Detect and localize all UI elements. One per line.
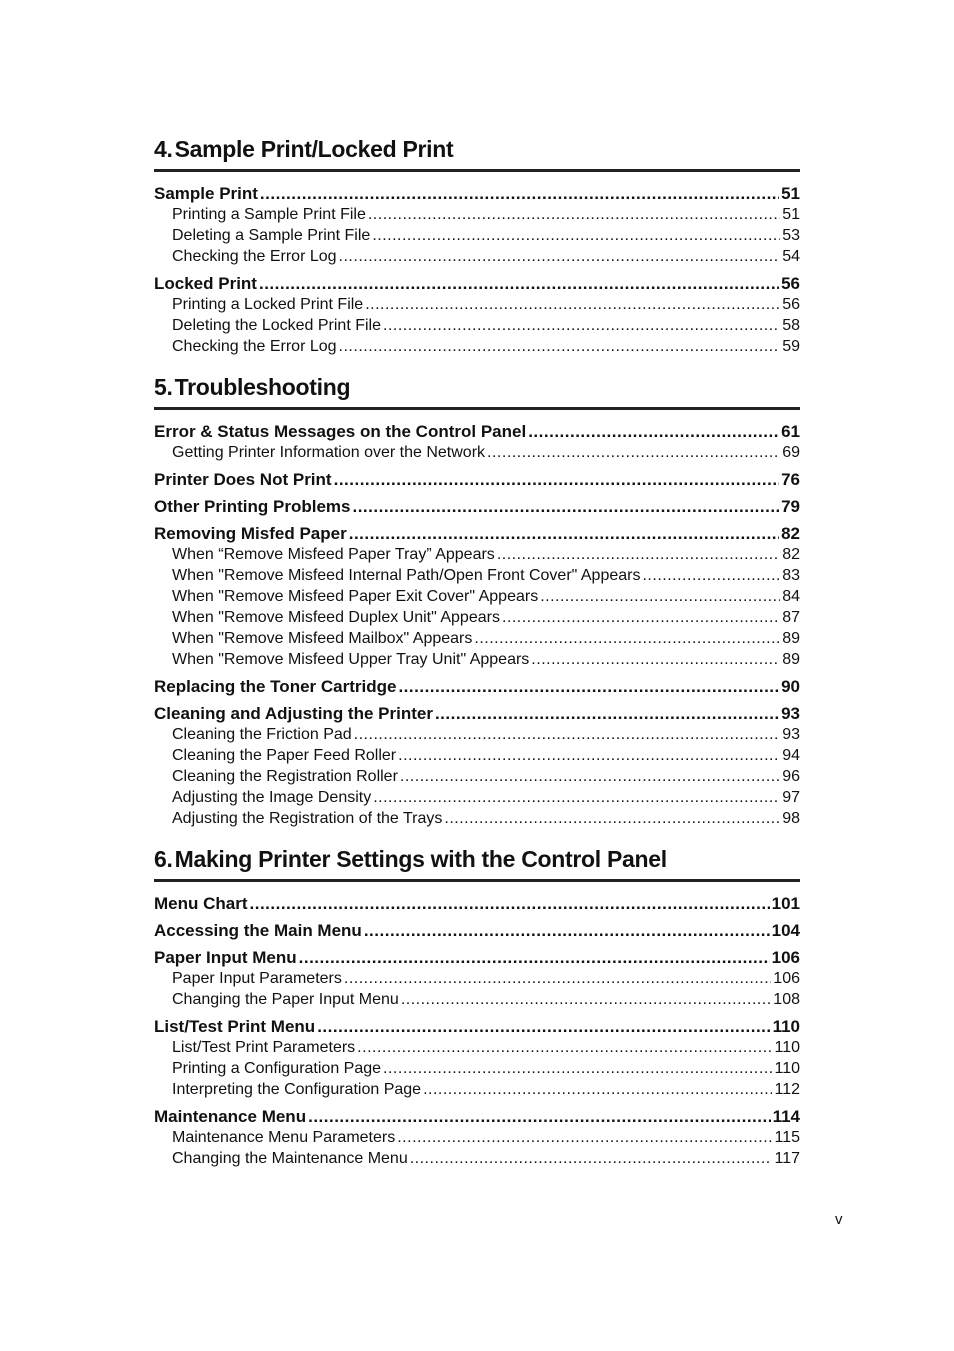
entry-label: Printing a Sample Print File [172,206,366,223]
dot-leader [401,989,771,1010]
dot-leader [540,586,780,607]
toc-section [154,523,800,670]
dot-leader [368,204,780,225]
entry-page-number: 93 [782,726,800,743]
entry-page-number: 112 [774,1081,800,1098]
entry-page-number: 82 [782,546,800,563]
toc-entry-subsection[interactable] [154,724,800,745]
entry-page-number: 101 [771,894,800,913]
dot-leader [308,1106,770,1127]
dot-leader [339,336,781,357]
dot-leader [383,1058,772,1079]
entry-page-number: 94 [782,747,800,764]
toc-entry-subsection[interactable] [154,989,800,1010]
chapter-number: 4. [154,136,173,162]
toc-entry-section[interactable] [154,920,800,941]
entry-page-number: 82 [781,524,800,543]
entry-page-number: 76 [781,470,800,489]
toc-section [154,273,800,357]
table-of-contents [154,135,800,1185]
chapter [154,135,800,357]
entry-page-number: 98 [782,810,800,827]
dot-leader [528,421,779,442]
dot-leader [410,1148,773,1169]
toc-entry-section[interactable] [154,421,800,442]
toc-entry-subsection[interactable] [154,607,800,628]
entry-page-number: 108 [773,991,800,1008]
toc-entry-subsection[interactable] [154,336,800,357]
entry-label: Getting Printer Information over the Network [172,444,486,461]
toc-entry-subsection[interactable] [154,808,800,829]
entry-label: Adjusting the Registration of the Trays [172,810,443,827]
entry-label: Locked Print [154,274,257,293]
entry-label: When "Remove Misfeed Internal Path/Open Front Cover" Appears [172,567,641,584]
toc-entry-subsection[interactable] [154,586,800,607]
toc-entry-section[interactable] [154,496,800,517]
dot-leader [435,703,779,724]
entry-label: Cleaning and Adjusting the Printer [154,704,433,723]
dot-leader [398,745,780,766]
entry-page-number: 53 [782,227,800,244]
entry-page-number: 117 [774,1150,800,1167]
entry-label: Printer Does Not Print [154,470,332,489]
toc-section [154,1106,800,1169]
toc-section [154,469,800,490]
toc-section [154,496,800,517]
toc-entry-section[interactable] [154,1016,800,1037]
toc-entry-subsection[interactable] [154,787,800,808]
entry-page-number: 106 [773,970,800,987]
entry-label: List/Test Print Parameters [172,1039,356,1056]
entry-page-number: 104 [771,921,800,940]
toc-entry-subsection[interactable] [154,565,800,586]
entry-label: Checking the Error Log [172,338,337,355]
entry-page-number: 79 [781,497,800,516]
entry-label: Changing the Maintenance Menu [172,1150,408,1167]
page-number: v [835,1211,843,1228]
entry-label: When "Remove Misfeed Upper Tray Unit" Appears [172,651,530,668]
entry-label: When “Remove Misfeed Paper Tray” Appears [172,546,495,563]
toc-entry-section[interactable] [154,893,800,914]
dot-leader [365,294,780,315]
toc-entry-subsection[interactable] [154,544,800,565]
dot-leader [400,766,780,787]
toc-entry-subsection[interactable] [154,628,800,649]
entry-label: Maintenance Menu Parameters [172,1129,396,1146]
entry-label: When "Remove Misfeed Paper Exit Cover" Appears [172,588,539,605]
chapter-title: Troubleshooting [174,374,351,400]
entry-label: Error & Status Messages on the Control Panel [154,422,527,441]
entry-label: List/Test Print Menu [154,1017,316,1036]
entry-label: Adjusting the Image Density [172,789,372,806]
toc-entry-subsection[interactable] [154,1079,800,1100]
entry-page-number: 56 [782,296,800,313]
entry-label: Cleaning the Friction Pad [172,726,352,743]
entry-label: Checking the Error Log [172,248,337,265]
entry-label: Paper Input Menu [154,948,297,967]
dot-leader [373,787,780,808]
entry-page-number: 61 [781,422,800,441]
entry-page-number: 115 [774,1129,800,1146]
chapter-heading [154,135,800,172]
toc-section [154,920,800,941]
entry-page-number: 110 [774,1039,800,1056]
toc-entry-subsection[interactable] [154,204,800,225]
chapter-title: Making Printer Settings with the Control Panel [174,846,667,872]
chapter-number: 6. [154,846,173,872]
dot-leader [423,1079,772,1100]
chapter-heading [154,845,800,882]
entry-page-number: 93 [781,704,800,723]
dot-leader [354,724,781,745]
dot-leader [383,315,780,336]
entry-page-number: 84 [782,588,800,605]
toc-entry-subsection[interactable] [154,442,800,463]
chapter-heading [154,373,800,410]
entry-label: Accessing the Main Menu [154,921,362,940]
entry-page-number: 56 [781,274,800,293]
entry-label: Cleaning the Registration Roller [172,768,398,785]
entry-page-number: 110 [772,1017,800,1036]
chapter-number: 5. [154,374,173,400]
dot-leader [250,893,770,914]
toc-section [154,703,800,829]
entry-label: Sample Print [154,184,258,203]
entry-page-number: 114 [772,1107,800,1126]
entry-page-number: 69 [782,444,800,461]
entry-label: Removing Misfed Paper [154,524,347,543]
entry-label: Printing a Locked Print File [172,296,364,313]
toc-entry-subsection[interactable] [154,1127,800,1148]
entry-page-number: 96 [782,768,800,785]
dot-leader [260,183,779,204]
entry-label: When "Remove Misfeed Mailbox" Appears [172,630,473,647]
toc-entry-subsection[interactable] [154,649,800,670]
entry-page-number: 106 [771,948,800,967]
toc-entry-subsection[interactable] [154,225,800,246]
toc-section [154,1016,800,1100]
entry-label: Maintenance Menu [154,1107,307,1126]
toc-section [154,893,800,914]
chapter [154,373,800,829]
entry-page-number: 58 [782,317,800,334]
dot-leader [352,496,779,517]
chapter [154,845,800,1169]
entry-label: Paper Input Parameters [172,970,342,987]
dot-leader [317,1016,770,1037]
dot-leader [444,808,780,829]
toc-entry-subsection[interactable] [154,246,800,267]
entry-page-number: 54 [782,248,800,265]
chapter-title: Sample Print/Locked Print [174,136,454,162]
dot-leader [364,920,770,941]
toc-entry-section[interactable] [154,273,800,294]
dot-leader [339,246,781,267]
entry-label: Deleting a Sample Print File [172,227,371,244]
dot-leader [531,649,780,670]
dot-leader [398,676,779,697]
dot-leader [372,225,780,246]
toc-entry-subsection[interactable] [154,1058,800,1079]
entry-page-number: 51 [781,184,800,203]
entry-label: Other Printing Problems [154,497,351,516]
toc-entry-section[interactable] [154,523,800,544]
entry-page-number: 97 [782,789,800,806]
dot-leader [502,607,780,628]
entry-page-number: 83 [782,567,800,584]
dot-leader [299,947,770,968]
dot-leader [474,628,780,649]
entry-label: Replacing the Toner Cartridge [154,677,397,696]
entry-page-number: 51 [782,206,800,223]
entry-page-number: 90 [781,677,800,696]
toc-section [154,676,800,697]
entry-page-number: 110 [774,1060,800,1077]
dot-leader [497,544,780,565]
entry-label: Printing a Configuration Page [172,1060,382,1077]
dot-leader [487,442,780,463]
toc-entry-section[interactable] [154,469,800,490]
entry-label: Interpreting the Configuration Page [172,1081,422,1098]
dot-leader [344,968,771,989]
entry-label: Menu Chart [154,894,248,913]
toc-entry-subsection[interactable] [154,745,800,766]
toc-section [154,421,800,463]
entry-page-number: 87 [782,609,800,626]
toc-entry-section[interactable] [154,183,800,204]
entry-page-number: 89 [782,630,800,647]
toc-entry-section[interactable] [154,676,800,697]
entry-page-number: 89 [782,651,800,668]
toc-entry-subsection[interactable] [154,766,800,787]
toc-entry-subsection[interactable] [154,1037,800,1058]
entry-label: Deleting the Locked Print File [172,317,381,334]
entry-label: When "Remove Misfeed Duplex Unit" Appears [172,609,500,626]
entry-page-number: 59 [782,338,800,355]
entry-label: Changing the Paper Input Menu [172,991,399,1008]
toc-section [154,183,800,267]
dot-leader [334,469,779,490]
toc-section [154,947,800,1010]
dot-leader [259,273,779,294]
toc-entry-subsection[interactable] [154,1148,800,1169]
toc-entry-subsection[interactable] [154,968,800,989]
dot-leader [357,1037,772,1058]
toc-entry-subsection[interactable] [154,315,800,336]
dot-leader [397,1127,772,1148]
entry-label: Cleaning the Paper Feed Roller [172,747,397,764]
dot-leader [349,523,779,544]
toc-entry-subsection[interactable] [154,294,800,315]
dot-leader [642,565,780,586]
toc-entry-section[interactable] [154,947,800,968]
toc-entry-section[interactable] [154,703,800,724]
toc-entry-section[interactable] [154,1106,800,1127]
